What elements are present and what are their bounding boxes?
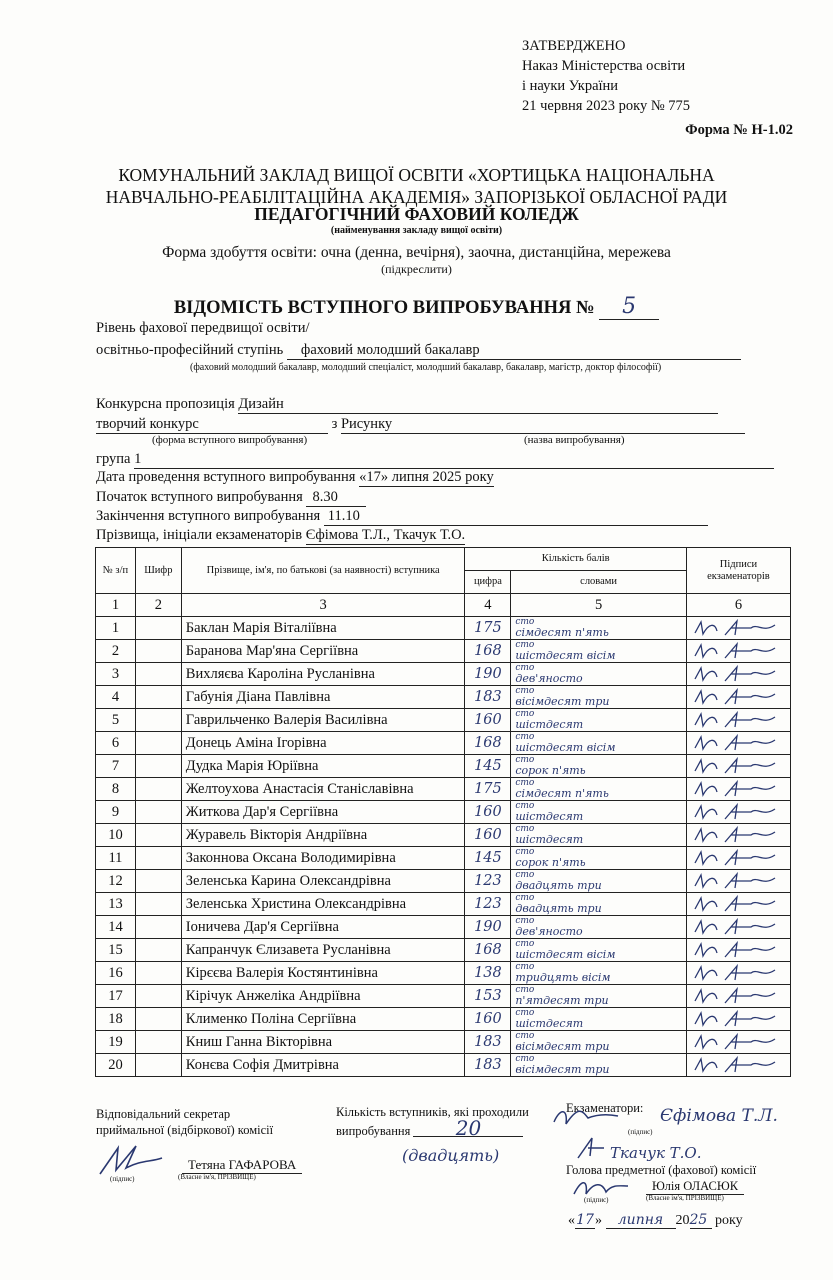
applicant-name: Донець Аміна Ігорівна: [181, 732, 465, 755]
exam-form-note: (форма вступного випробування): [152, 434, 308, 446]
secretary-signature: [96, 1140, 166, 1180]
row-code: [135, 801, 181, 824]
col-number: 4: [465, 594, 511, 617]
score-words: [511, 732, 687, 755]
institution-line-1: КОМУНАЛЬНИЙ ЗАКЛАД ВИЩОЇ ОСВІТИ «ХОРТИЦЬКА НАЦІОНАЛЬНА: [118, 165, 715, 185]
count-label-1: Кількість вступників, які проходили: [336, 1105, 529, 1119]
score-words-rest: шістдесят вісім: [515, 741, 616, 754]
examiner-signatures: [686, 778, 790, 801]
row-code: [135, 755, 181, 778]
score-words-hundreds: сто: [515, 732, 535, 742]
score-words: [511, 939, 687, 962]
score-digits: 145: [465, 847, 511, 870]
signature-scribble: [691, 642, 779, 660]
score-digits: 160: [465, 824, 511, 847]
score-words-rest: шістдесят: [515, 718, 584, 731]
row-number: 15: [96, 939, 136, 962]
table-row: [96, 617, 791, 640]
score-digits: 183: [465, 1054, 511, 1077]
signature-scribble: [691, 918, 779, 936]
examiner-signatures: [686, 824, 790, 847]
row-number: 20: [96, 1054, 136, 1077]
score-words-hundreds: сто: [515, 824, 535, 834]
score-words-rest: шістдесят вісім: [515, 948, 616, 961]
signature-scribble: [691, 665, 779, 683]
end-label: Закінчення вступного випробування: [96, 508, 321, 524]
row-code: [135, 870, 181, 893]
header-score: Кількість балів: [465, 548, 686, 571]
score-words: [511, 686, 687, 709]
score-digits: 183: [465, 686, 511, 709]
score-words-hundreds: сто: [515, 1031, 535, 1041]
table-row: [96, 801, 791, 824]
score-words: [511, 709, 687, 732]
score-digits: 175: [465, 617, 511, 640]
table-row: [96, 847, 791, 870]
applicant-name: Зеленська Карина Олександрівна: [181, 870, 465, 893]
signature-scribble: [691, 734, 779, 752]
score-words: [511, 870, 687, 893]
row-number: 19: [96, 1031, 136, 1054]
row-code: [135, 824, 181, 847]
signature-scribble: [691, 826, 779, 844]
applicant-name: Журавель Вікторія Андріївна: [181, 824, 465, 847]
score-digits: 123: [465, 870, 511, 893]
signature-scribble: [691, 803, 779, 821]
table-row: [96, 916, 791, 939]
row-code: [135, 617, 181, 640]
exam-form-row: [96, 416, 745, 434]
institution-line-2: НАВЧАЛЬНО-РЕАБІЛІТАЦІЙНА АКАДЕМІЯ» ЗАПОРІЗЬКОЇ ОБЛАСНОЇ РАДИ: [105, 187, 728, 207]
examiners-label: Прізвища, ініціали екзаменаторів: [96, 527, 303, 543]
examiner-signatures: [686, 1008, 790, 1031]
col-number: 3: [181, 594, 465, 617]
row-code: [135, 847, 181, 870]
score-words-hundreds: сто: [515, 985, 535, 995]
sheet-number: 5: [599, 294, 659, 320]
score-words: [511, 640, 687, 663]
examiners-scribbles: [548, 1104, 658, 1160]
signature-scribble: [691, 1033, 779, 1051]
score-words: [511, 847, 687, 870]
end-row: [96, 508, 708, 526]
score-words: [511, 824, 687, 847]
row-number: 10: [96, 824, 136, 847]
group-row: [96, 451, 774, 469]
score-words-rest: сімдесят п'ять: [515, 787, 609, 800]
head-label: Голова предметної (фахової) комісії: [566, 1163, 757, 1177]
score-words: [511, 778, 687, 801]
start-label: Початок вступного випробування: [96, 489, 303, 505]
table-row: [96, 1008, 791, 1031]
col-number: 5: [511, 594, 687, 617]
table-row: [96, 755, 791, 778]
col-number: 1: [96, 594, 136, 617]
score-words-rest: дев'яносто: [515, 925, 583, 938]
applicant-name: Законнова Оксана Володимирівна: [181, 847, 465, 870]
row-number: 14: [96, 916, 136, 939]
row-code: [135, 709, 181, 732]
examiners-label-footer: Екзаменатори:: [566, 1101, 644, 1115]
examiner-signatures: [686, 732, 790, 755]
sheet-title: ВІДОМІСТЬ ВСТУПНОГО ВИПРОБУВАННЯ № 5: [0, 294, 833, 320]
start-row: [96, 489, 366, 507]
examiner-sign-note: (підпис): [628, 1128, 653, 1136]
score-words-rest: сімдесят п'ять: [515, 626, 609, 639]
score-words: [511, 801, 687, 824]
row-number: 18: [96, 1008, 136, 1031]
applicant-name: Книш Ганна Вікторівна: [181, 1031, 465, 1054]
approval-line-3: і науки України: [522, 78, 619, 94]
row-number: 3: [96, 663, 136, 686]
score-words-hundreds: сто: [515, 1008, 535, 1018]
secretary-title-2: приймальної (відбіркової) комісії: [96, 1123, 274, 1137]
row-number: 17: [96, 985, 136, 1008]
table-row: [96, 686, 791, 709]
row-number: 4: [96, 686, 136, 709]
count-row: [336, 1116, 529, 1140]
header-sign: Підписи екзаменаторів: [686, 548, 790, 594]
date-value: «17» липня 2025 року: [359, 469, 494, 485]
score-words-rest: сорок п'ять: [515, 856, 586, 869]
score-digits: 160: [465, 801, 511, 824]
examiner-signatures: [686, 962, 790, 985]
secretary-name: Тетяна ГАФАРОВА: [182, 1157, 302, 1174]
competition-value: Дизайн: [238, 396, 718, 414]
score-words-hundreds: сто: [515, 801, 535, 811]
score-words-rest: сорок п'ять: [515, 764, 586, 777]
score-digits: 123: [465, 893, 511, 916]
col-number: 6: [686, 594, 790, 617]
score-words-hundreds: сто: [515, 847, 535, 857]
level-row: [96, 342, 741, 360]
secretary-sign-note: (підпис): [110, 1175, 135, 1183]
approval-stamp: [522, 36, 690, 116]
score-words-hundreds: сто: [515, 686, 535, 696]
examiner-signatures: [686, 617, 790, 640]
score-digits: 190: [465, 916, 511, 939]
applicant-name: Зеленська Христина Олександрівна: [181, 893, 465, 916]
row-number: 6: [96, 732, 136, 755]
signature-scribble: [691, 849, 779, 867]
college-name: ПЕДАГОГІЧНИЙ ФАХОВИЙ КОЛЕДЖ (найменування закладу вищої освіти): [0, 204, 833, 236]
header-digits: цифра: [465, 571, 511, 594]
score-words-hundreds: сто: [515, 870, 535, 880]
table-row: [96, 663, 791, 686]
header-name: Прізвище, ім'я, по батькові (за наявності) вступника: [181, 548, 465, 594]
score-words-hundreds: сто: [515, 617, 535, 627]
score-digits: 138: [465, 962, 511, 985]
examiner-signatures: [686, 686, 790, 709]
score-digits: 160: [465, 1008, 511, 1031]
secretary-name-note: (Власне ім'я, ПРІЗВИЩЕ): [178, 1173, 256, 1181]
row-code: [135, 663, 181, 686]
table-row: [96, 732, 791, 755]
row-code: [135, 916, 181, 939]
signature-scribble: [691, 964, 779, 982]
exam-subject-note: (назва випробування): [524, 434, 625, 446]
examiner-signatures: [686, 640, 790, 663]
score-words-hundreds: сто: [515, 1054, 535, 1064]
score-words: [511, 755, 687, 778]
study-form-note: (підкреслити): [381, 262, 452, 276]
table-row: [96, 778, 791, 801]
row-code: [135, 985, 181, 1008]
row-code: [135, 778, 181, 801]
signature-scribble: [691, 1010, 779, 1028]
score-words-hundreds: сто: [515, 663, 535, 673]
row-code: [135, 686, 181, 709]
signature-scribble: [691, 895, 779, 913]
applicant-name: Желтоухова Анастасія Станіславівна: [181, 778, 465, 801]
applicant-name: Габунія Діана Павлівна: [181, 686, 465, 709]
row-code: [135, 1031, 181, 1054]
score-words: [511, 1008, 687, 1031]
level-note: (фаховий молодший бакалавр, молодший спеціаліст, молодший бакалавр, бакалавр, магістр, доктор філософії): [190, 362, 662, 373]
header-num: № з/п: [96, 548, 136, 594]
score-words-rest: шістдесят: [515, 810, 584, 823]
table-row: [96, 962, 791, 985]
results-table: [95, 547, 791, 1077]
signature-scribble: [691, 1056, 779, 1074]
row-number: 12: [96, 870, 136, 893]
examiner-signatures: [686, 663, 790, 686]
score-words-hundreds: сто: [515, 778, 535, 788]
applicant-name: Конєва Софія Дмитрівна: [181, 1054, 465, 1077]
score-words-rest: вісімдесят три: [515, 1040, 610, 1053]
examiner-signatures: [686, 847, 790, 870]
signature-scribble: [691, 711, 779, 729]
exam-form-joiner: з: [331, 416, 338, 432]
start-value: 8.30: [306, 489, 366, 507]
end-value: 11.10: [324, 508, 708, 526]
institution-note: (найменування закладу вищої освіти): [330, 225, 503, 236]
head-name-note: (Власне ім'я, ПРІЗВИЩЕ): [646, 1194, 724, 1202]
level-value: фаховий молодший бакалавр: [287, 342, 741, 360]
examiner-signatures: [686, 916, 790, 939]
score-digits: 168: [465, 640, 511, 663]
col-number: 2: [135, 594, 181, 617]
exam-subject: Рисунку: [341, 416, 745, 434]
approval-line-4: 21 червня 2023 року № 775: [522, 98, 691, 114]
score-digits: 145: [465, 755, 511, 778]
signature-scribble: [691, 987, 779, 1005]
score-words-rest: вісімдесят три: [515, 695, 610, 708]
exam-form-value: творчий конкурс: [96, 416, 328, 434]
head-name: Юлія ОЛАСЮК: [646, 1178, 744, 1195]
signature-scribble: [691, 688, 779, 706]
examiners-value: Єфімова Т.Л., Ткачук Т.О.: [305, 527, 466, 543]
score-digits: 153: [465, 985, 511, 1008]
level-label-1: Рівень фахової передвищої освіти/: [96, 320, 310, 336]
row-code: [135, 962, 181, 985]
score-words: [511, 962, 687, 985]
score-digits: 168: [465, 732, 511, 755]
competition-label: Конкурсна пропозиція: [96, 396, 235, 412]
row-number: 13: [96, 893, 136, 916]
table-row: [96, 870, 791, 893]
date-day: 17: [576, 1212, 594, 1228]
row-number: 2: [96, 640, 136, 663]
header-code: Шифр: [135, 548, 181, 594]
competition-row: [96, 396, 718, 414]
group-value: 1: [134, 451, 774, 469]
count-words: (двадцять): [402, 1146, 500, 1165]
approval-line-1: ЗАТВЕРДЖЕНО: [522, 38, 626, 54]
examiner-signatures: [686, 1054, 790, 1077]
score-words-rest: двадцять три: [515, 902, 602, 915]
row-code: [135, 640, 181, 663]
score-words-rest: шістдесят: [515, 833, 584, 846]
table-row: [96, 1031, 791, 1054]
score-digits: 160: [465, 709, 511, 732]
score-digits: 183: [465, 1031, 511, 1054]
score-words: [511, 985, 687, 1008]
score-words-rest: шістдесят вісім: [515, 649, 616, 662]
row-code: [135, 939, 181, 962]
examiner-signatures: [686, 801, 790, 824]
date-year-prefix: 20: [675, 1213, 690, 1228]
row-code: [135, 1054, 181, 1077]
examiners-row: [96, 527, 465, 545]
level-label-2: освітньо-професійний ступінь: [96, 342, 284, 358]
examiner-2-signature: Ткачук Т.О.: [610, 1144, 702, 1162]
date-label: Дата проведення вступного випробування: [96, 469, 356, 485]
score-words-rest: п'ятдесят три: [515, 994, 609, 1007]
score-digits: 168: [465, 939, 511, 962]
count-label-2: випробування: [336, 1124, 411, 1138]
institution-name: [0, 164, 833, 208]
applicant-name: Баранова Мар'яна Сергіївна: [181, 640, 465, 663]
date-row: [96, 469, 494, 487]
applicant-name: Кірічук Анжеліка Андріївна: [181, 985, 465, 1008]
applicant-name: Гаврильченко Валерія Василівна: [181, 709, 465, 732]
examiner-1-signature: Єфімова Т.Л.: [660, 1106, 778, 1126]
table-row: [96, 939, 791, 962]
table-row: [96, 893, 791, 916]
score-words-rest: вісімдесят три: [515, 1063, 610, 1076]
signature-scribble: [691, 780, 779, 798]
score-words-rest: дев'яносто: [515, 672, 583, 685]
score-words-rest: тридцять вісім: [515, 971, 611, 984]
row-number: 8: [96, 778, 136, 801]
header-words: словами: [511, 571, 687, 594]
row-code: [135, 893, 181, 916]
table-row: [96, 824, 791, 847]
examiner-signatures: [686, 1031, 790, 1054]
score-words: [511, 916, 687, 939]
row-number: 9: [96, 801, 136, 824]
score-words-rest: шістдесят: [515, 1017, 584, 1030]
score-words-hundreds: сто: [515, 916, 535, 926]
table-row: [96, 640, 791, 663]
score-words-hundreds: сто: [515, 640, 535, 650]
score-words-hundreds: сто: [515, 709, 535, 719]
applicant-name: Капранчук Єлизавета Русланівна: [181, 939, 465, 962]
date-month: липня: [606, 1212, 676, 1229]
score-words: [511, 663, 687, 686]
score-words: [511, 617, 687, 640]
applicant-name: Баклан Марія Віталіївна: [181, 617, 465, 640]
sign-date: «17» липня 2025 року: [568, 1212, 743, 1228]
score-words-hundreds: сто: [515, 893, 535, 903]
count-block: [336, 1104, 529, 1139]
row-number: 16: [96, 962, 136, 985]
row-number: 7: [96, 755, 136, 778]
signature-scribble: [691, 619, 779, 637]
score-digits: 175: [465, 778, 511, 801]
score-words-hundreds: сто: [515, 755, 535, 765]
head-sign-note: (підпис): [584, 1196, 609, 1204]
row-code: [135, 732, 181, 755]
examiner-signatures: [686, 755, 790, 778]
signature-scribble: [691, 941, 779, 959]
count-value: 20: [413, 1120, 523, 1137]
secretary-title-1: Відповідальний секретар: [96, 1107, 231, 1121]
applicant-name: Житкова Дар'я Сергіївна: [181, 801, 465, 824]
table-row: [96, 709, 791, 732]
row-number: 1: [96, 617, 136, 640]
examiner-signatures: [686, 709, 790, 732]
study-form: [0, 244, 833, 277]
examiner-signatures: [686, 870, 790, 893]
score-digits: 190: [465, 663, 511, 686]
date-suffix: року: [715, 1213, 743, 1228]
applicant-name: Клименко Поліна Сергіївна: [181, 1008, 465, 1031]
score-words: [511, 1054, 687, 1077]
group-label: група: [96, 451, 131, 467]
examiner-signatures: [686, 939, 790, 962]
row-code: [135, 1008, 181, 1031]
applicant-name: Кірєєва Валерія Костянтинівна: [181, 962, 465, 985]
applicant-name: Дудка Марія Юріївна: [181, 755, 465, 778]
score-words: [511, 1031, 687, 1054]
score-words: [511, 893, 687, 916]
score-words-hundreds: сто: [515, 939, 535, 949]
applicant-name: Іоничева Дар'я Сергіївна: [181, 916, 465, 939]
approval-line-2: Наказ Міністерства освіти: [522, 58, 686, 74]
secretary-block: [96, 1106, 273, 1138]
signature-scribble: [691, 757, 779, 775]
examiner-signatures: [686, 893, 790, 916]
date-year: 25: [690, 1212, 712, 1229]
signature-scribble: [691, 872, 779, 890]
examiner-signatures: [686, 985, 790, 1008]
table-row: [96, 1054, 791, 1077]
form-number: Форма № Н-1.02: [685, 122, 793, 138]
table-row: [96, 985, 791, 1008]
applicant-name: Вихляєва Кароліна Русланівна: [181, 663, 465, 686]
row-number: 11: [96, 847, 136, 870]
study-form-text: Форма здобуття освіти: очна (денна, вечірня), заочна, дистанційна, мережева: [162, 244, 671, 261]
score-words-rest: двадцять три: [515, 879, 602, 892]
row-number: 5: [96, 709, 136, 732]
score-words-hundreds: сто: [515, 962, 535, 972]
